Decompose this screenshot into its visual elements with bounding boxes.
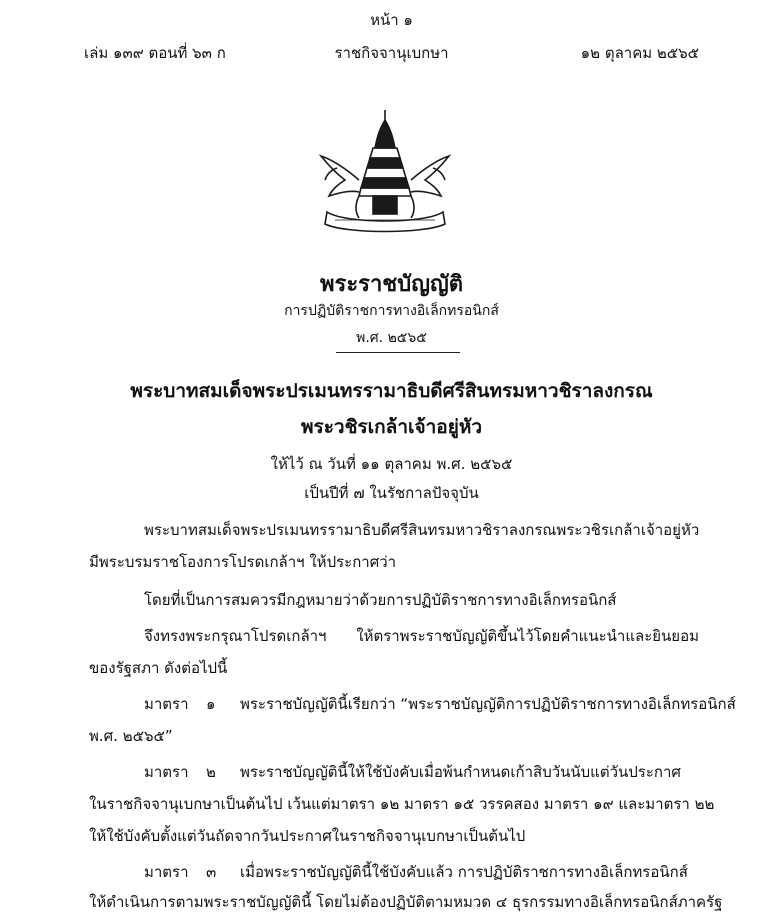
section-1-line-1: พระราชบัญญัตินี้เรียกว่า “พระราชบัญญัติการปฏิบัติราชการทางอิเล็กทรอนิกส์ — [240, 695, 736, 713]
reign-year: เป็นปีที่ ๗ ในรัชกาลปัจจุบัน — [304, 484, 479, 502]
section-2-line-3: ให้ใช้บังคับตั้งแต่วันถัดจากวันประกาศในราชกิจจานุเบกษาเป็นต้นไป — [89, 827, 526, 845]
preamble-p3-line-1 — [144, 624, 699, 648]
gazette-date: ๑๒ ตุลาคม ๒๕๖๕ — [580, 44, 699, 62]
preamble-p1-king-name: พระบาทสมเด็จพระปรเมนทรรามาธิบดีศรีสินทรมหาวชิราลงกรณ — [144, 521, 557, 539]
preamble-p3-part-a: จึงทรงพระกรุณาโปรดเกล้าฯ — [144, 627, 327, 645]
section-2-line-1: พระราชบัญญัตินี้ให้ใช้บังคับเมื่อพ้นกำหนดเก้าสิบวันนับแต่วันประกาศ — [240, 763, 681, 781]
section-2-label: มาตรา — [144, 763, 189, 781]
preamble-p1-king-title: พระวชิรเกล้าเจ้าอยู่หัว — [556, 521, 700, 539]
volume-info: เล่ม ๑๓๙ ตอนที่ ๖๓ ก — [84, 44, 226, 62]
preamble-p3-part-b: ให้ตราพระราชบัญญัติขึ้นไว้โดยคำแนะนำและยินยอม — [356, 627, 699, 645]
gazette-name: ราชกิจจานุเบกษา — [334, 44, 449, 62]
king-name-line-1: พระบาทสมเด็จพระปรเมนทรรามาธิบดีศรีสินทรมหาวชิราลงกรณ — [130, 380, 653, 402]
gazette-header — [84, 41, 699, 63]
given-date: ให้ไว้ ณ วันที่ ๑๑ ตุลาคม พ.ศ. ๒๕๖๕ — [270, 455, 513, 473]
preamble-p1-line-2: มีพระบรมราชโองการโปรดเกล้าฯ ให้ประกาศว่า — [89, 553, 397, 571]
section-1-label: มาตรา — [144, 695, 189, 713]
section-1-line-2: พ.ศ. ๒๕๖๕” — [89, 727, 173, 745]
section-1-number: ๑ — [206, 695, 216, 713]
preamble-p1-line-1 — [144, 518, 699, 542]
act-year: พ.ศ. ๒๕๖๕ — [356, 330, 427, 346]
section-3-line-2: ให้ดำเนินการตามพระราชบัญญัตินี้ โดยไม่ต้องปฏิบัติตามหมวด ๔ ธุรกรรมทางอิเล็กทรอนิกส์ภาครัฐ — [89, 893, 723, 911]
title-divider — [336, 352, 460, 353]
section-2-line-2: ในราชกิจจานุเบกษาเป็นต้นไป เว้นแต่มาตรา ๑๒ มาตรา ๑๕ วรรคสอง มาตรา ๑๙ และมาตรา ๒๒ — [89, 795, 715, 813]
preamble-p3-line-2: ของรัฐสภา ดังต่อไปนี้ — [89, 659, 228, 677]
page-number: หน้า ๑ — [370, 11, 413, 29]
section-3-label: มาตรา — [144, 863, 189, 881]
act-title: พระราชบัญญัติ — [320, 272, 463, 297]
royal-crown-emblem-icon — [315, 108, 455, 234]
act-subtitle: การปฏิบัติราชการทางอิเล็กทรอนิกส์ — [284, 303, 499, 319]
section-3-number: ๓ — [206, 863, 217, 881]
preamble-p2: โดยที่เป็นการสมควรมีกฎหมายว่าด้วยการปฏิบัติราชการทางอิเล็กทรอนิกส์ — [144, 591, 617, 609]
section-2-number: ๒ — [206, 763, 216, 781]
section-3-line-1: เมื่อพระราชบัญญัตินี้ใช้บังคับแล้ว การปฏิบัติราชการทางอิเล็กทรอนิกส์ — [240, 863, 688, 881]
king-name-line-2: พระวชิรเกล้าเจ้าอยู่หัว — [300, 416, 483, 438]
